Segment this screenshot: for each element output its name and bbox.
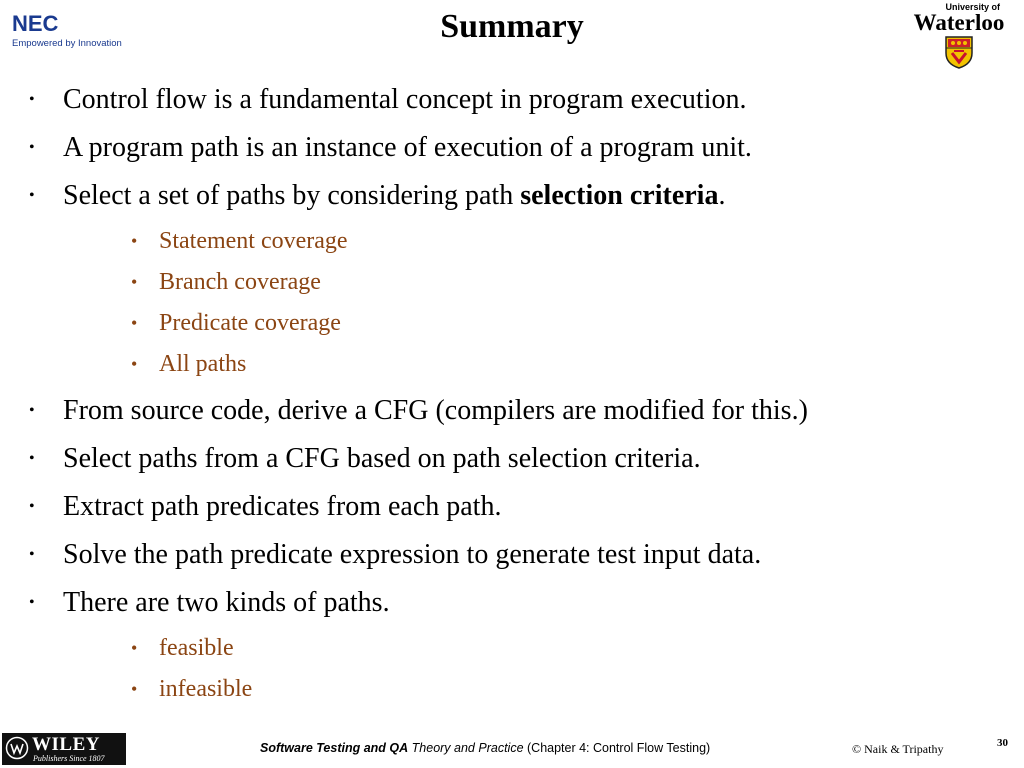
bullet-text: Select paths from a CFG based on path selection criteria. [63,443,701,474]
bullet-text: There are two kinds of paths. [63,587,390,618]
sub-bullet-item [28,221,1008,262]
bullet-dot-icon: • [29,498,35,515]
sub-bullet-dot-icon: • [131,679,138,699]
bullet-dot-icon: • [29,546,35,563]
sub-bullet-item [28,303,1008,344]
bullet-dot-icon: • [29,450,35,467]
wiley-logo-since: Publishers Since 1807 [33,754,105,763]
bullet-item [28,483,1008,531]
bullet-item [28,387,1008,435]
sub-bullet-item [28,344,1008,385]
bullet-text: Solve the path predicate expression to generate test input data. [63,539,762,570]
sub-bullet-dot-icon: • [131,313,138,333]
bullet-item [28,579,1008,627]
bullet-item [28,76,1008,124]
slide-title: Summary [440,8,584,45]
nec-logo-text: NEC [12,11,59,36]
sub-bullet-text: feasible [159,635,234,661]
sub-bullet-dot-icon: • [131,272,138,292]
bullet-text-pre: Select a set of paths by considering path [63,180,521,211]
wiley-logo [2,733,126,765]
sub-bullet-text: Statement coverage [159,228,348,254]
nec-tagline: Empowered by Innovation [12,38,122,49]
bullet-text-post: . [718,180,726,211]
bullet-item [28,531,1008,579]
selection-criteria-list [28,221,1008,385]
path-kinds-list [28,628,1008,710]
bullet-text: A program path is an instance of execution of a program unit. [63,132,752,163]
waterloo-logo-text: Waterloo [913,10,1005,35]
bullet-text: Extract path predicates from each path. [63,491,502,522]
footer-chapter: (Chapter 4: Control Flow Testing) [527,741,711,755]
sub-bullet-item [28,628,1008,669]
sub-bullet-text: infeasible [159,676,253,702]
bullet-item [28,435,1008,483]
sub-bullet-text: All paths [159,351,247,377]
waterloo-logo-small-text: University of [945,2,1000,12]
bullet-dot-icon: • [29,402,35,419]
bullet-dot-icon: • [29,187,35,204]
bullet-dot-icon: • [29,594,35,611]
sub-bullet-item [28,669,1008,710]
footer-book-title: Software Testing and QA [260,741,409,755]
bullet-dot-icon: • [29,91,35,108]
sub-bullet-text: Branch coverage [159,269,321,295]
sub-bullet-text: Predicate coverage [159,310,341,336]
bullet-item [28,172,1008,220]
slide-page-number: 30 [997,737,1008,749]
wiley-logo-text: WILEY [32,734,100,755]
bullet-list [28,76,1008,712]
wiley-logo-mark-icon [5,736,29,760]
bullet-text: Control flow is a fundamental concept in program execution. [63,84,747,115]
footer-book-citation [260,741,710,755]
sub-bullet-item [28,262,1008,303]
footer-copyright: © Naik & Tripathy [852,742,944,756]
bullet-dot-icon: • [29,139,35,156]
sub-bullet-dot-icon: • [131,354,138,374]
bullet-text: From source code, derive a CFG (compilers are modified for this.) [63,395,808,426]
bullet-text-bold: selection criteria [520,180,719,211]
sub-bullet-dot-icon: • [131,231,138,251]
footer-book-subtitle: Theory and Practice [411,741,524,755]
sub-bullet-dot-icon: • [131,638,138,658]
bullet-item [28,124,1008,172]
